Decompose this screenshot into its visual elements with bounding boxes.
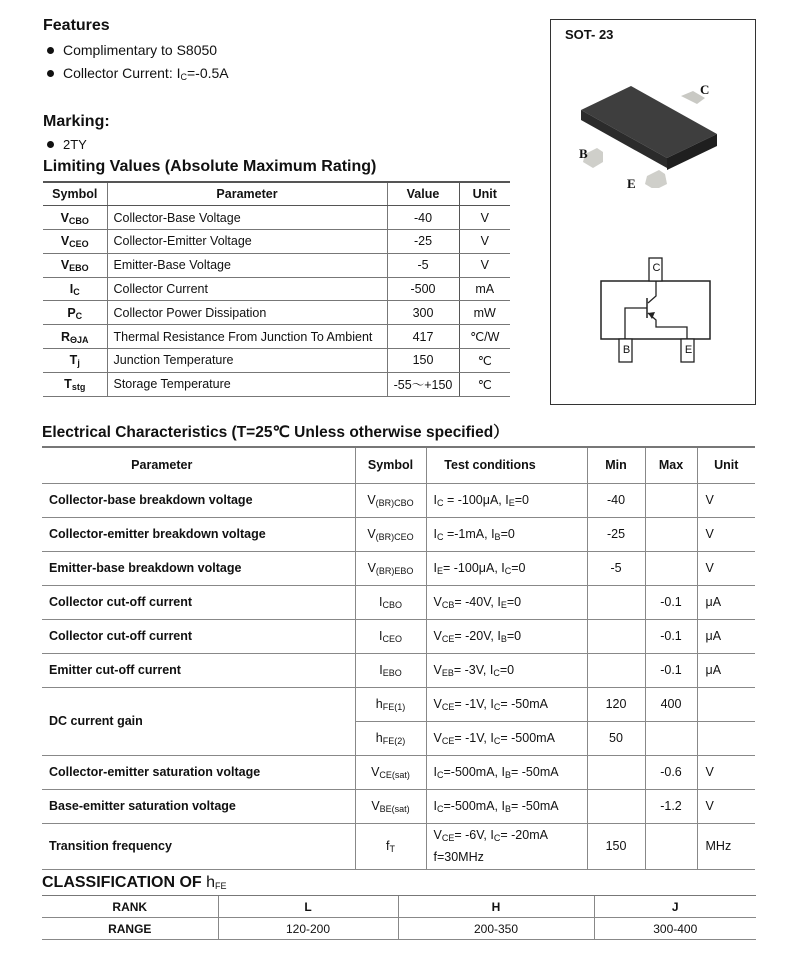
table-row (42, 585, 755, 619)
parameter-cell: Collector Power Dissipation (107, 301, 387, 325)
table-row (42, 755, 755, 789)
electrical-characteristics-section (42, 420, 755, 870)
pin-label-e: E (684, 344, 693, 356)
test-conditions-cell: $V_{CE}= -1V$, $I_C= -50mA$ (426, 687, 587, 721)
unit-cell: μA (697, 619, 755, 653)
table-row (42, 653, 755, 687)
min-cell: -25 (587, 517, 645, 551)
pin-label-b: B (622, 344, 631, 356)
electrical-characteristics-table (42, 446, 755, 870)
min-cell (587, 619, 645, 653)
col-header-unit: Unit (459, 182, 510, 206)
rank-label: RANK (42, 896, 218, 918)
parameter-cell: DC current gain (42, 687, 355, 755)
min-cell: 50 (587, 721, 645, 755)
max-cell: -0.6 (645, 755, 697, 789)
max-cell: 400 (645, 687, 697, 721)
col-header-test-conditions: Test conditions (426, 447, 587, 483)
range-label: RANGE (42, 918, 218, 940)
min-cell (587, 585, 645, 619)
table-row (42, 687, 755, 721)
symbol-cell: $V_{CEO}$ (43, 230, 107, 254)
parameter-cell: Collector cut-off current (42, 619, 355, 653)
table-row (42, 619, 755, 653)
parameter-cell: Transition frequency (42, 823, 355, 869)
rank-row (42, 896, 756, 918)
test-conditions-cell: $V_{CE}= -20V$, $I_B=0$ (426, 619, 587, 653)
parameter-cell: Collector-base breakdown voltage (42, 483, 355, 517)
symbol-cell: $f_T$ (355, 823, 426, 869)
unit-cell (697, 687, 755, 721)
unit-cell: mA (459, 277, 510, 301)
rank-l: L (218, 896, 398, 918)
unit-cell: V (697, 755, 755, 789)
unit-cell: V (697, 789, 755, 823)
parameter-cell: Emitter-Base Voltage (107, 253, 387, 277)
table-row (42, 823, 755, 869)
unit-cell: MHz (697, 823, 755, 869)
parameter-cell: Collector-emitter breakdown voltage (42, 517, 355, 551)
max-cell (645, 721, 697, 755)
min-cell (587, 755, 645, 789)
col-header-parameter: Parameter (107, 182, 387, 206)
min-cell (587, 653, 645, 687)
parameter-cell: Collector-emitter saturation voltage (42, 755, 355, 789)
max-cell (645, 823, 697, 869)
test-conditions-cell: $V_{CE}= -1V$, $I_C= -500mA$ (426, 721, 587, 755)
col-header-parameter: Parameter (42, 447, 355, 483)
unit-cell (697, 721, 755, 755)
value-cell: -40 (387, 206, 459, 230)
value-cell: -55～+150 (387, 372, 459, 396)
test-conditions-cell: $V_{CB}= -40V$, $I_E=0$ (426, 585, 587, 619)
col-header-symbol: Symbol (355, 447, 426, 483)
parameter-cell: Emitter cut-off current (42, 653, 355, 687)
symbol-cell: $V_{CE(sat)}$ (355, 755, 426, 789)
range-j: 300-400 (594, 918, 756, 940)
rank-j: J (594, 896, 756, 918)
parameter-cell: Storage Temperature (107, 372, 387, 396)
parameter-cell: Thermal Resistance From Junction To Ambient (107, 325, 387, 349)
col-header-min: Min (587, 447, 645, 483)
package-name: SOT- 23 (565, 27, 614, 42)
min-cell: 120 (587, 687, 645, 721)
value-cell: 417 (387, 325, 459, 349)
classification-section (42, 874, 756, 940)
pin-label-e-3d: E (627, 176, 636, 191)
pin-label-c-3d: C (700, 82, 710, 97)
range-row (42, 918, 756, 940)
unit-cell: ℃ (459, 372, 510, 396)
symbol-cell: $R_{\Theta JA}$ (43, 325, 107, 349)
classification-title: CLASSIFICATION OF $h_{FE}$ (42, 874, 227, 891)
symbol-cell: $V_{CBO}$ (43, 206, 107, 230)
table-row (42, 789, 755, 823)
table-row (43, 301, 510, 325)
symbol-cell: $T_j$ (43, 349, 107, 373)
range-h: 200-350 (398, 918, 594, 940)
unit-cell: V (697, 551, 755, 585)
sot23-package-3d-icon (569, 58, 739, 188)
test-conditions-cell: $I_C=-500mA$, $I_B= -50mA$ (426, 755, 587, 789)
symbol-cell: $T_{stg}$ (43, 372, 107, 396)
features-section (43, 17, 229, 85)
marking-title: Marking: (43, 113, 110, 130)
symbol-cell: $V_{(BR)EBO}$ (355, 551, 426, 585)
symbol-cell: $h_{FE(2)}$ (355, 721, 426, 755)
symbol-cell: $I_{CBO}$ (355, 585, 426, 619)
col-header-symbol: Symbol (43, 182, 107, 206)
unit-cell: V (697, 517, 755, 551)
test-conditions-cell: $I_C=-500mA$, $I_B= -50mA$ (426, 789, 587, 823)
unit-cell: ℃/W (459, 325, 510, 349)
table-row (42, 517, 755, 551)
symbol-cell: $V_{EBO}$ (43, 253, 107, 277)
features-title: Features (43, 17, 110, 34)
table-row (43, 253, 510, 277)
symbol-cell: $h_{FE(1)}$ (355, 687, 426, 721)
package-figure (550, 19, 756, 405)
unit-cell: ℃ (459, 349, 510, 373)
symbol-cell: $P_C$ (43, 301, 107, 325)
test-conditions-cell: $I_E= -100\mu A$, $I_C=0$ (426, 551, 587, 585)
min-cell: -40 (587, 483, 645, 517)
col-header-max: Max (645, 447, 697, 483)
value-cell: 150 (387, 349, 459, 373)
parameter-cell: Emitter-base breakdown voltage (42, 551, 355, 585)
value-cell: -500 (387, 277, 459, 301)
table-row (43, 277, 510, 301)
unit-cell: V (459, 230, 510, 254)
table-row (42, 551, 755, 585)
min-cell (587, 789, 645, 823)
symbol-cell: $V_{BE(sat)}$ (355, 789, 426, 823)
parameter-cell: Junction Temperature (107, 349, 387, 373)
feature-item: Complimentary to S8050 (43, 39, 229, 62)
parameter-cell: Base-emitter saturation voltage (42, 789, 355, 823)
max-cell (645, 551, 697, 585)
max-cell (645, 483, 697, 517)
max-cell (645, 517, 697, 551)
max-cell: -0.1 (645, 653, 697, 687)
value-cell: -25 (387, 230, 459, 254)
test-conditions-cell: $I_C =-1mA$, $I_B=0$ (426, 517, 587, 551)
max-cell: -0.1 (645, 619, 697, 653)
parameter-cell: Collector cut-off current (42, 585, 355, 619)
symbol-cell: $V_{(BR)CBO}$ (355, 483, 426, 517)
col-header-value: Value (387, 182, 459, 206)
parameter-cell: Collector Current (107, 277, 387, 301)
test-conditions-cell: $V_{EB}= -3V$, $I_C=0$ (426, 653, 587, 687)
table-row (43, 372, 510, 396)
value-cell: -5 (387, 253, 459, 277)
pnp-transistor-schematic-icon (551, 256, 757, 376)
max-cell: -0.1 (645, 585, 697, 619)
table-row (43, 325, 510, 349)
min-cell: -5 (587, 551, 645, 585)
symbol-cell: $I_C$ (43, 277, 107, 301)
unit-cell: mW (459, 301, 510, 325)
symbol-cell: $I_{EBO}$ (355, 653, 426, 687)
unit-cell: V (459, 253, 510, 277)
col-header-unit: Unit (697, 447, 755, 483)
rank-h: H (398, 896, 594, 918)
classification-table (42, 895, 756, 940)
parameter-cell: Collector-Emitter Voltage (107, 230, 387, 254)
parameter-cell: Collector-Base Voltage (107, 206, 387, 230)
symbol-cell: $V_{(BR)CEO}$ (355, 517, 426, 551)
pin-label-c: C (652, 262, 661, 274)
range-l: 120-200 (218, 918, 398, 940)
table-row (43, 230, 510, 254)
table-row (43, 349, 510, 373)
unit-cell: μA (697, 653, 755, 687)
table-row (43, 206, 510, 230)
marking-item: 2TY (43, 133, 110, 156)
min-cell: 150 (587, 823, 645, 869)
test-conditions-cell: $I_C = -100\mu A$, $I_E=0$ (426, 483, 587, 517)
pin-label-b-3d: B (579, 146, 588, 161)
marking-section (43, 113, 110, 156)
limiting-values-title: Limiting Values (Absolute Maximum Rating) (43, 158, 377, 175)
limiting-values-table (43, 181, 510, 397)
symbol-cell: $I_{CEO}$ (355, 619, 426, 653)
max-cell: -1.2 (645, 789, 697, 823)
table-row (42, 483, 755, 517)
test-conditions-cell: $V_{CE}= -6V$, $I_C= -20mA$ f=30MHz (426, 823, 587, 869)
unit-cell: μA (697, 585, 755, 619)
feature-item: Collector Current: $I_C=-0.5A$ (43, 62, 229, 85)
unit-cell: V (459, 206, 510, 230)
electrical-characteristics-title: Electrical Characteristics (T=25℃ Unless otherwise specified） (42, 424, 509, 441)
value-cell: 300 (387, 301, 459, 325)
limiting-values-section (43, 158, 510, 397)
unit-cell: V (697, 483, 755, 517)
